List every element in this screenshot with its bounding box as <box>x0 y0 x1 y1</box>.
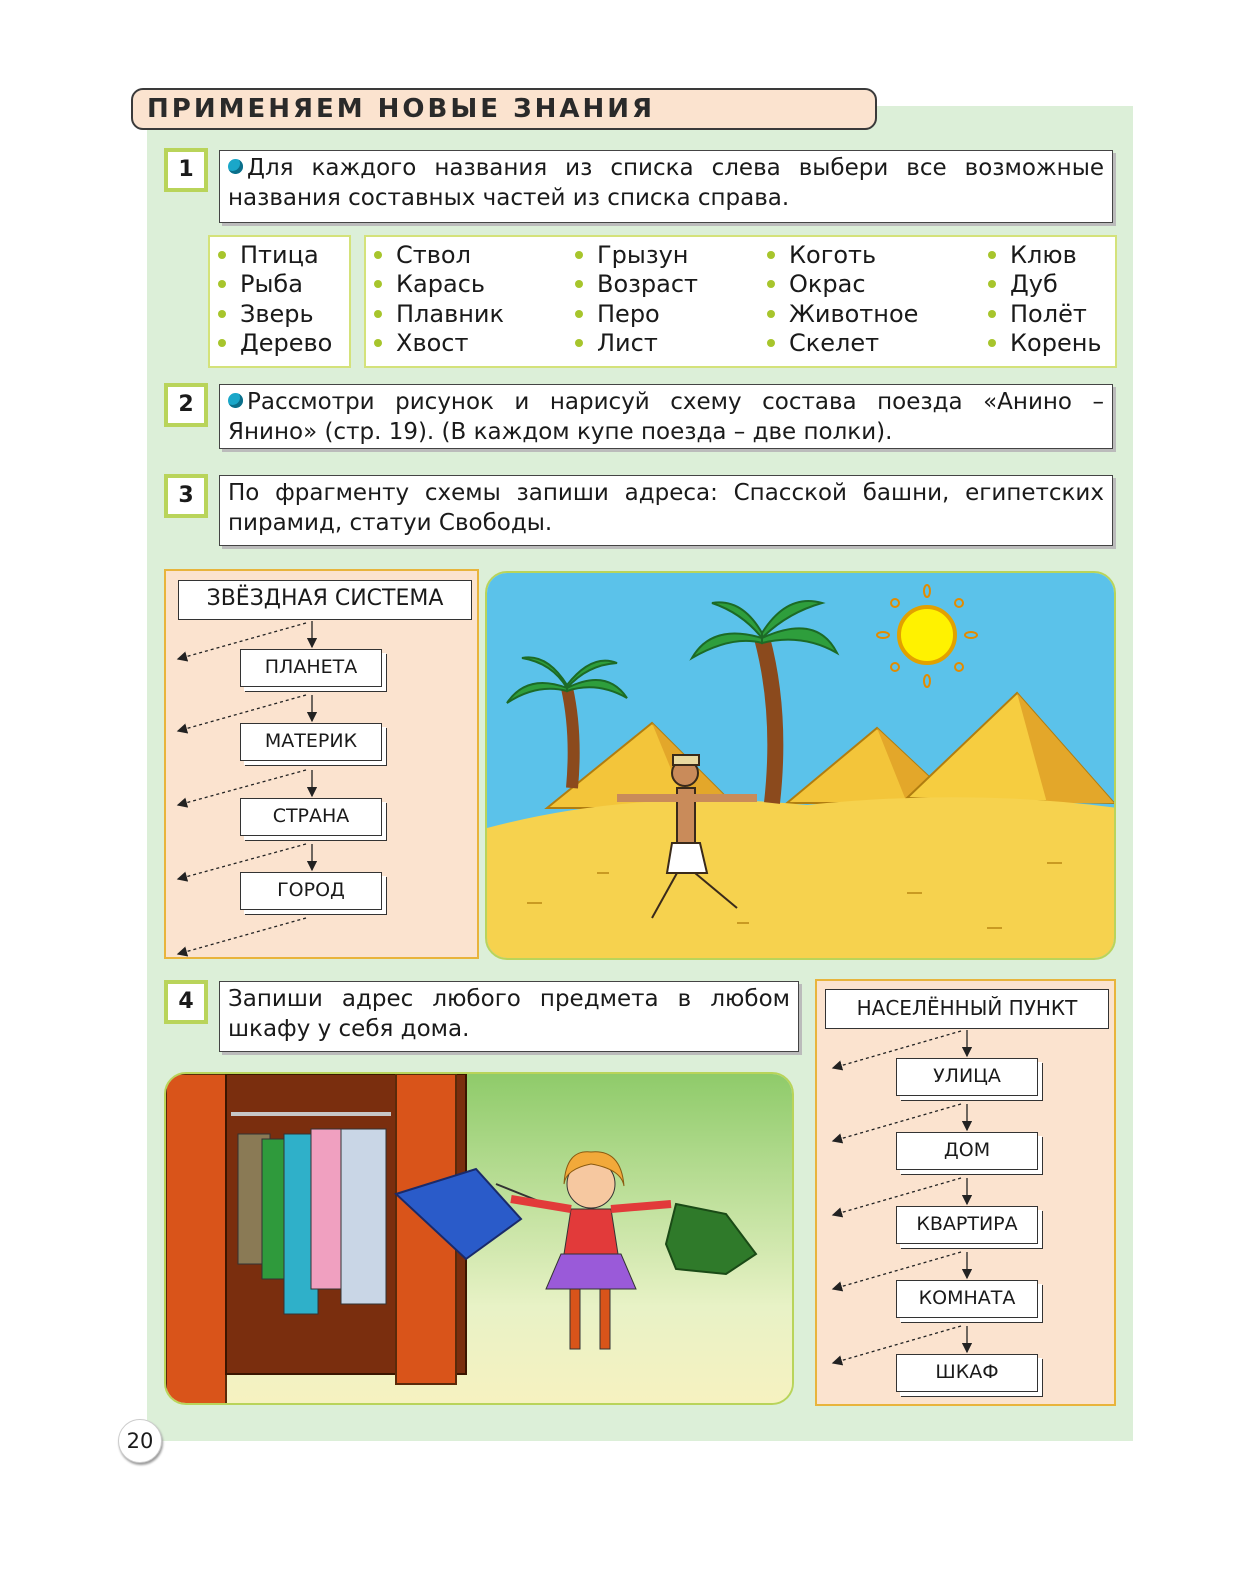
task-3-line-1: По фрагменту схемы запиши адреса: Спасской башни, египетских <box>228 480 1104 506</box>
schema-arrows <box>817 981 1118 1408</box>
schema-level-street: УЛИЦА <box>896 1058 1038 1096</box>
task-1-right-list <box>364 235 1117 368</box>
task-1-number: 1 <box>164 148 208 192</box>
task-1-line-1: Для каждого названия из списка слева выбери все возможные <box>247 155 1104 181</box>
schema-level-house: ДОМ <box>896 1132 1038 1170</box>
schema-level-city: ГОРОД <box>240 872 382 910</box>
task-2-line-2: Янино» (стр. 19). (В каждом купе поезда – две полки). <box>228 419 893 445</box>
section-title-box <box>131 88 877 130</box>
list-item: Окрас <box>767 270 866 298</box>
task-4-line-2: шкафу у себя дома. <box>228 1016 470 1042</box>
list-item: Грызун <box>575 241 688 269</box>
task-dot-icon <box>228 159 243 174</box>
wardrobe-girl-illustration <box>164 1072 794 1405</box>
list-item: Ствол <box>374 241 471 269</box>
list-item: Перо <box>575 300 660 328</box>
schema-level-apartment: КВАРТИРА <box>896 1206 1038 1244</box>
list-item: Лист <box>575 329 658 357</box>
list-item: Корень <box>988 329 1102 357</box>
list-item: Возраст <box>575 270 698 298</box>
page-number: 20 <box>118 1419 162 1463</box>
list-item: Рыба <box>218 270 303 298</box>
task-4-text <box>219 981 799 1052</box>
schema-header: НАСЕЛЁННЫЙ ПУНКТ <box>825 989 1109 1029</box>
task-2-text <box>219 384 1113 449</box>
task-3-line-2: пирамид, статуи Свободы. <box>228 510 553 536</box>
section-title: ПРИМЕНЯЕМ НОВЫЕ ЗНАНИЯ <box>147 94 655 124</box>
task-4-line-1: Запиши адрес любого предмета в любом <box>228 986 790 1012</box>
task-2-line-1: Рассмотри рисунок и нарисуй схему состава поезда «Анино – <box>247 389 1104 415</box>
list-item: Плавник <box>374 300 504 328</box>
list-item: Зверь <box>218 300 314 328</box>
egypt-pyramids-illustration <box>485 571 1116 960</box>
star-system-schema <box>164 569 479 959</box>
task-1-text <box>219 150 1113 223</box>
task-4-number: 4 <box>164 980 208 1024</box>
schema-header: ЗВЁЗДНАЯ СИСТЕМА <box>178 580 472 620</box>
schema-level-continent: МАТЕРИК <box>240 723 382 761</box>
list-item: Коготь <box>767 241 876 269</box>
task-3-number: 3 <box>164 474 208 518</box>
list-item: Полёт <box>988 300 1087 328</box>
locality-schema <box>815 979 1116 1406</box>
schema-level-planet: ПЛАНЕТА <box>240 649 382 687</box>
list-item: Дерево <box>218 329 332 357</box>
task-1-left-list <box>208 235 351 368</box>
list-item: Клюв <box>988 241 1077 269</box>
task-dot-icon <box>228 393 243 408</box>
schema-level-country: СТРАНА <box>240 798 382 836</box>
task-1-line-2: названия составных частей из списка справа. <box>228 185 790 211</box>
list-item: Скелет <box>767 329 879 357</box>
list-item: Карась <box>374 270 485 298</box>
list-item: Животное <box>767 300 918 328</box>
list-item: Дуб <box>988 270 1058 298</box>
task-2-number: 2 <box>164 383 208 427</box>
schema-level-room: КОМНАТА <box>896 1280 1038 1318</box>
list-item: Птица <box>218 241 319 269</box>
schema-level-wardrobe: ШКАФ <box>896 1354 1038 1392</box>
list-item: Хвост <box>374 329 468 357</box>
task-3-text <box>219 475 1113 546</box>
